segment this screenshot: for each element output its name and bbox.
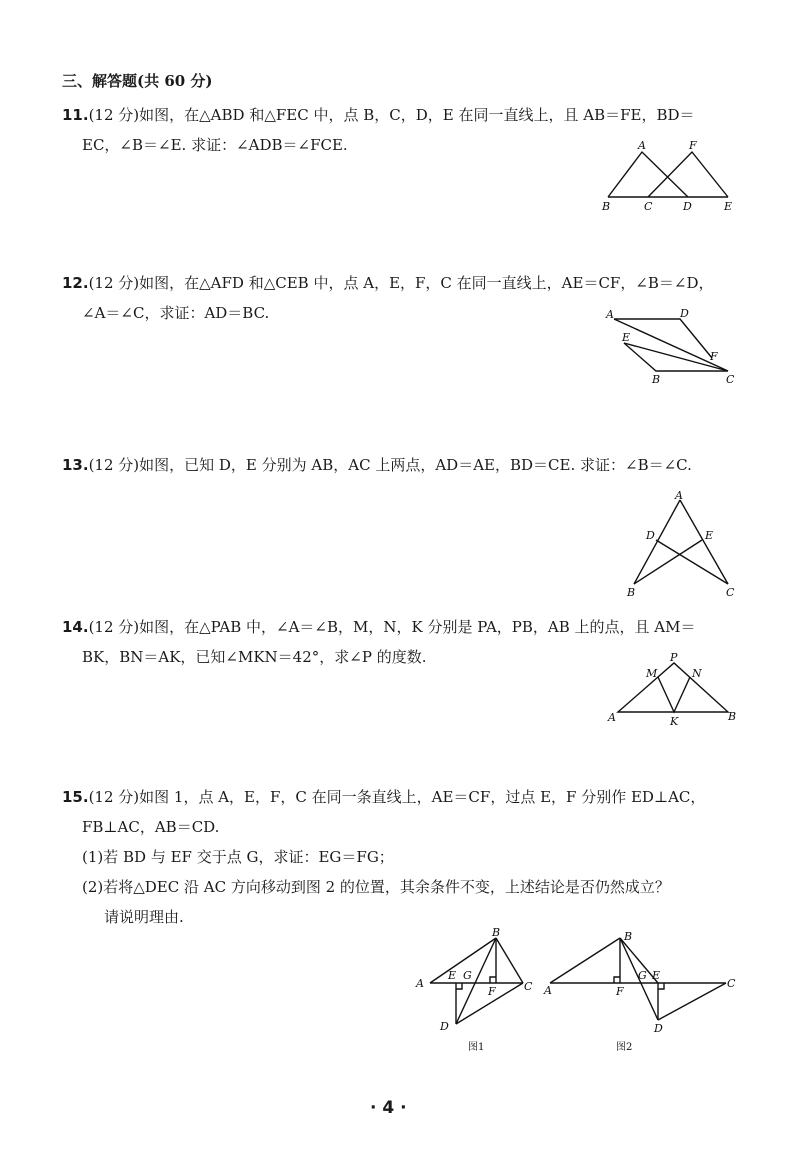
figure-q13: [618, 488, 743, 603]
question-text-cont: ∠A＝∠C，求证：AD＝BC.: [82, 304, 270, 322]
question-text-cont: FB⊥AC，AB＝CD.: [82, 818, 220, 836]
label-E: E: [705, 529, 714, 542]
label-K: K: [670, 715, 679, 728]
figure-q12: [600, 305, 750, 390]
label-N: N: [692, 667, 702, 680]
question-number: 13.: [62, 456, 89, 474]
label-C: C: [726, 373, 735, 386]
label-P: P: [670, 651, 678, 664]
label-M: M: [646, 667, 658, 680]
label-A: A: [606, 308, 614, 321]
label-G: G: [638, 969, 647, 982]
page-number: · 4 ·: [370, 1098, 407, 1118]
figure-q15-1: [410, 928, 545, 1053]
question-part-2-cont: 请说明理由.: [104, 908, 184, 926]
question-text-cont: EC，∠B＝∠E. 求证：∠ADB＝∠FCE.: [82, 136, 348, 154]
label-F: F: [710, 350, 718, 363]
label-E: E: [448, 969, 457, 982]
label-B: B: [492, 926, 501, 939]
label-E: E: [622, 331, 631, 344]
label-B: B: [728, 710, 737, 723]
figure-caption: 图1: [468, 1042, 485, 1053]
label-C: C: [727, 977, 736, 990]
question-text: (12 分)如图，在△AFD 和△CEB 中，点 A，E，F，C 在同一直线上，AE＝CF，∠B＝∠D，: [88, 274, 714, 292]
question-part-2: (2)若将△DEC 沿 AC 方向移动到图 2 的位置，其余条件不变，上述结论是否仍然成立？: [82, 878, 670, 896]
question-15: [62, 782, 742, 932]
label-C: C: [644, 200, 653, 213]
label-A: A: [638, 139, 646, 152]
label-D: D: [440, 1020, 449, 1033]
figure-q15-2: [540, 928, 740, 1053]
label-A: A: [608, 711, 616, 724]
question-number: 14.: [62, 618, 89, 636]
question-text: (12 分)如图 1，点 A，E，F，C 在同一条直线上，AE＝CF，过点 E，F 分别作 ED⊥AC，: [88, 788, 706, 806]
label-B: B: [624, 930, 633, 943]
label-F: F: [689, 139, 697, 152]
label-E: E: [724, 200, 733, 213]
label-F: F: [616, 985, 624, 998]
figure-q11: [600, 140, 750, 215]
question-number: 12.: [62, 274, 89, 292]
label-D: D: [646, 529, 655, 542]
label-D: D: [654, 1022, 663, 1035]
question-text: (12 分)如图，在△ABD 和△FEC 中，点 B，C，D，E 在同一直线上，且 AB＝FE，BD＝: [88, 106, 695, 124]
label-B: B: [602, 200, 611, 213]
question-text: (12 分)如图，已知 D，E 分别为 AB，AC 上两点，AD＝AE，BD＝CE. 求证：∠B＝∠C.: [88, 456, 692, 474]
label-D: D: [680, 307, 689, 320]
question-number: 11.: [62, 106, 89, 124]
question-number: 15.: [62, 788, 89, 806]
label-B: B: [627, 586, 636, 599]
label-D: D: [683, 200, 692, 213]
question-text-cont: BK，BN＝AK，已知∠MKN＝42°，求∠P 的度数.: [82, 648, 427, 666]
question-text: (12 分)如图，在△PAB 中，∠A＝∠B，M，N，K 分别是 PA，PB，AB 上的点，且 AM＝: [88, 618, 696, 636]
label-C: C: [524, 980, 533, 993]
label-A: A: [416, 977, 424, 990]
label-E: E: [652, 969, 661, 982]
question-part-1: (1)若 BD 与 EF 交于点 G，求证：EG＝FG；: [82, 848, 394, 866]
figure-q14: [604, 650, 744, 730]
question-13: [62, 450, 742, 480]
label-A: A: [544, 984, 552, 997]
label-A: A: [675, 489, 683, 502]
label-G: G: [463, 969, 472, 982]
label-F: F: [488, 985, 496, 998]
label-C: C: [726, 586, 735, 599]
figure-caption: 图2: [616, 1042, 633, 1053]
section-title: 三、解答题(共 60 分): [62, 72, 213, 90]
label-B: B: [652, 373, 661, 386]
